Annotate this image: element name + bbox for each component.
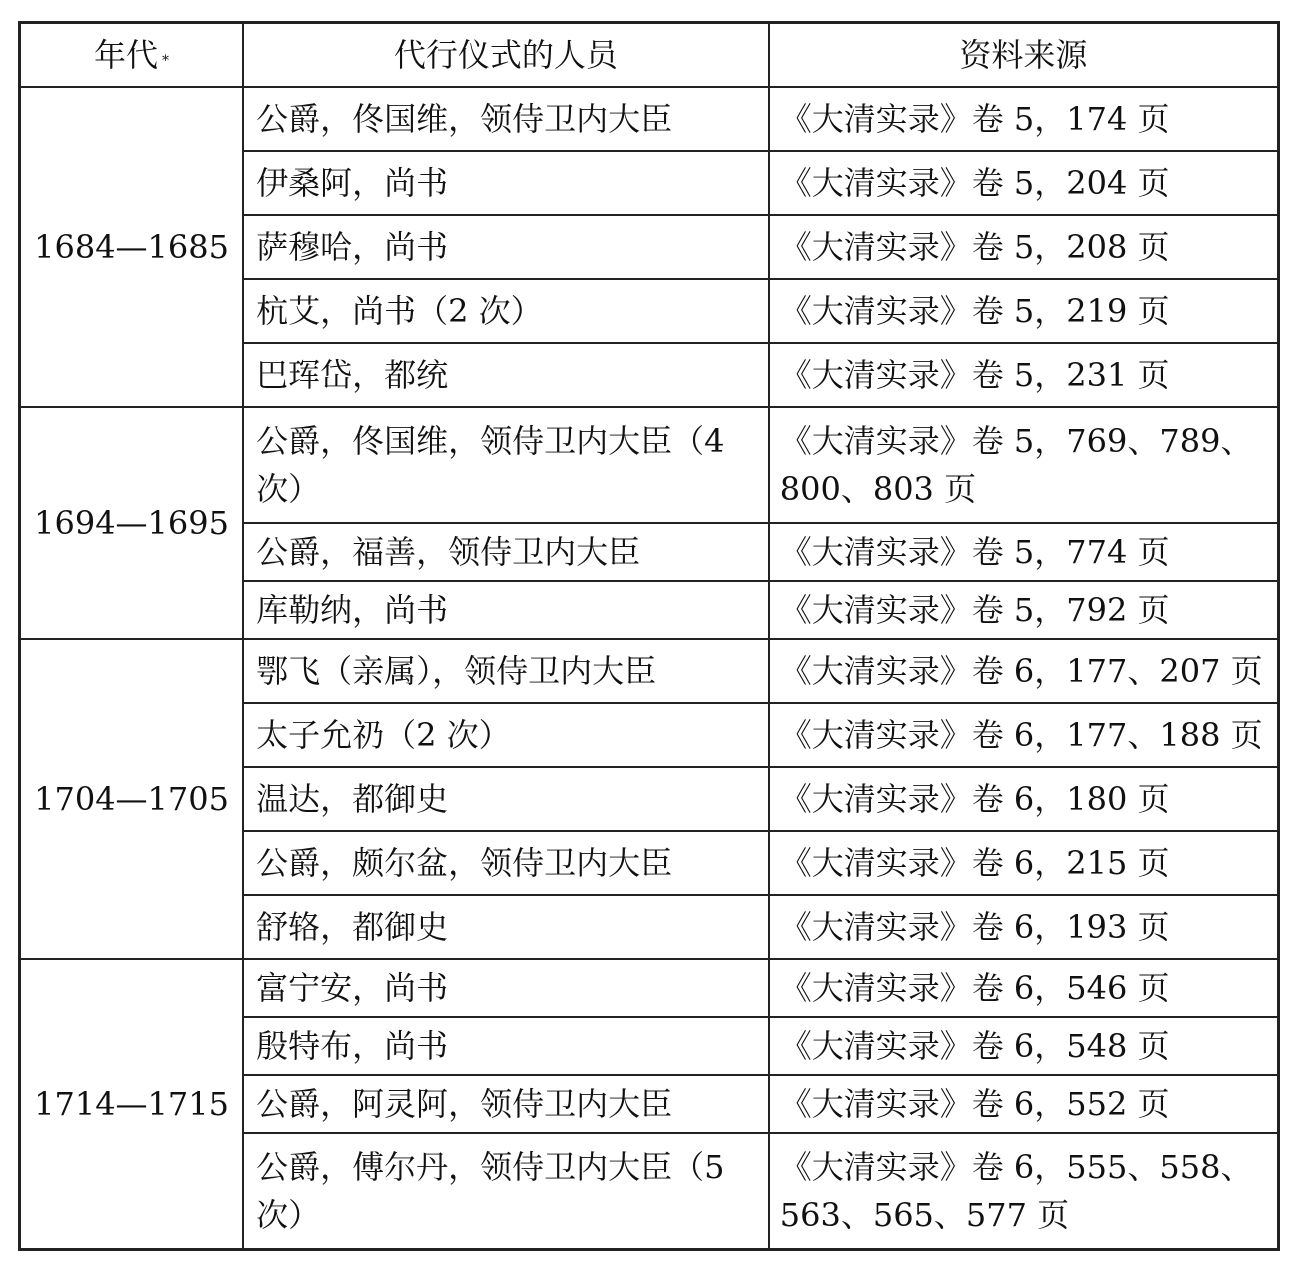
person-cell: 公爵，傅尔丹，领侍卫内大臣（5 次） bbox=[243, 1133, 769, 1250]
person-cell: 萨穆哈，尚书 bbox=[243, 215, 769, 279]
header-year: 年代 * bbox=[20, 23, 244, 88]
header-source: 资料来源 bbox=[769, 23, 1279, 88]
table-row bbox=[20, 639, 1279, 703]
source-cell: 《大清实录》卷 5，219 页 bbox=[769, 279, 1279, 343]
person-cell: 库勒纳，尚书 bbox=[243, 581, 769, 639]
person-cell: 公爵，颇尔盆，领侍卫内大臣 bbox=[243, 831, 769, 895]
source-cell: 《大清实录》卷 6，546 页 bbox=[769, 959, 1279, 1017]
header-person: 代行仪式的人员 bbox=[243, 23, 769, 88]
source-cell: 《大清实录》卷 6，555、558、563、565、577 页 bbox=[769, 1133, 1279, 1250]
source-cell: 《大清实录》卷 6，193 页 bbox=[769, 895, 1279, 959]
source-cell: 《大清实录》卷 6，177、188 页 bbox=[769, 703, 1279, 767]
source-cell: 《大清实录》卷 6，548 页 bbox=[769, 1017, 1279, 1075]
person-cell: 殷特布，尚书 bbox=[243, 1017, 769, 1075]
person-cell: 鄂飞（亲属），领侍卫内大臣 bbox=[243, 639, 769, 703]
year-cell: 1694—1695 bbox=[20, 407, 244, 639]
source-cell: 《大清实录》卷 5，204 页 bbox=[769, 151, 1279, 215]
source-cell: 《大清实录》卷 5，231 页 bbox=[769, 343, 1279, 407]
table-row bbox=[20, 407, 1279, 523]
year-cell: 1684—1685 bbox=[20, 87, 244, 407]
person-cell: 公爵，佟国维，领侍卫内大臣 bbox=[243, 87, 769, 151]
source-cell: 《大清实录》卷 5，769、789、800、803 页 bbox=[769, 407, 1279, 523]
proxy-rites-table bbox=[18, 21, 1280, 1251]
person-cell: 太子允礽（2 次） bbox=[243, 703, 769, 767]
table-row bbox=[20, 959, 1279, 1017]
source-cell: 《大清实录》卷 6，552 页 bbox=[769, 1075, 1279, 1133]
table-header-row bbox=[20, 23, 1279, 88]
person-cell: 公爵，阿灵阿，领侍卫内大臣 bbox=[243, 1075, 769, 1133]
person-cell: 杭艾，尚书（2 次） bbox=[243, 279, 769, 343]
person-cell: 巴珲岱，都统 bbox=[243, 343, 769, 407]
person-cell: 舒辂，都御史 bbox=[243, 895, 769, 959]
table-row bbox=[20, 87, 1279, 151]
header-year-footnote-mark: * bbox=[162, 53, 170, 69]
source-cell: 《大清实录》卷 6，215 页 bbox=[769, 831, 1279, 895]
person-cell: 伊桑阿，尚书 bbox=[243, 151, 769, 215]
person-cell: 温达，都御史 bbox=[243, 767, 769, 831]
source-cell: 《大清实录》卷 6，177、207 页 bbox=[769, 639, 1279, 703]
year-cell: 1714—1715 bbox=[20, 959, 244, 1250]
source-cell: 《大清实录》卷 5，174 页 bbox=[769, 87, 1279, 151]
source-cell: 《大清实录》卷 6，180 页 bbox=[769, 767, 1279, 831]
person-cell: 公爵，福善，领侍卫内大臣 bbox=[243, 523, 769, 581]
person-cell: 公爵，佟国维，领侍卫内大臣（4 次） bbox=[243, 407, 769, 523]
person-cell: 富宁安，尚书 bbox=[243, 959, 769, 1017]
source-cell: 《大清实录》卷 5，208 页 bbox=[769, 215, 1279, 279]
year-cell: 1704—1705 bbox=[20, 639, 244, 959]
source-cell: 《大清实录》卷 5，792 页 bbox=[769, 581, 1279, 639]
source-cell: 《大清实录》卷 5，774 页 bbox=[769, 523, 1279, 581]
